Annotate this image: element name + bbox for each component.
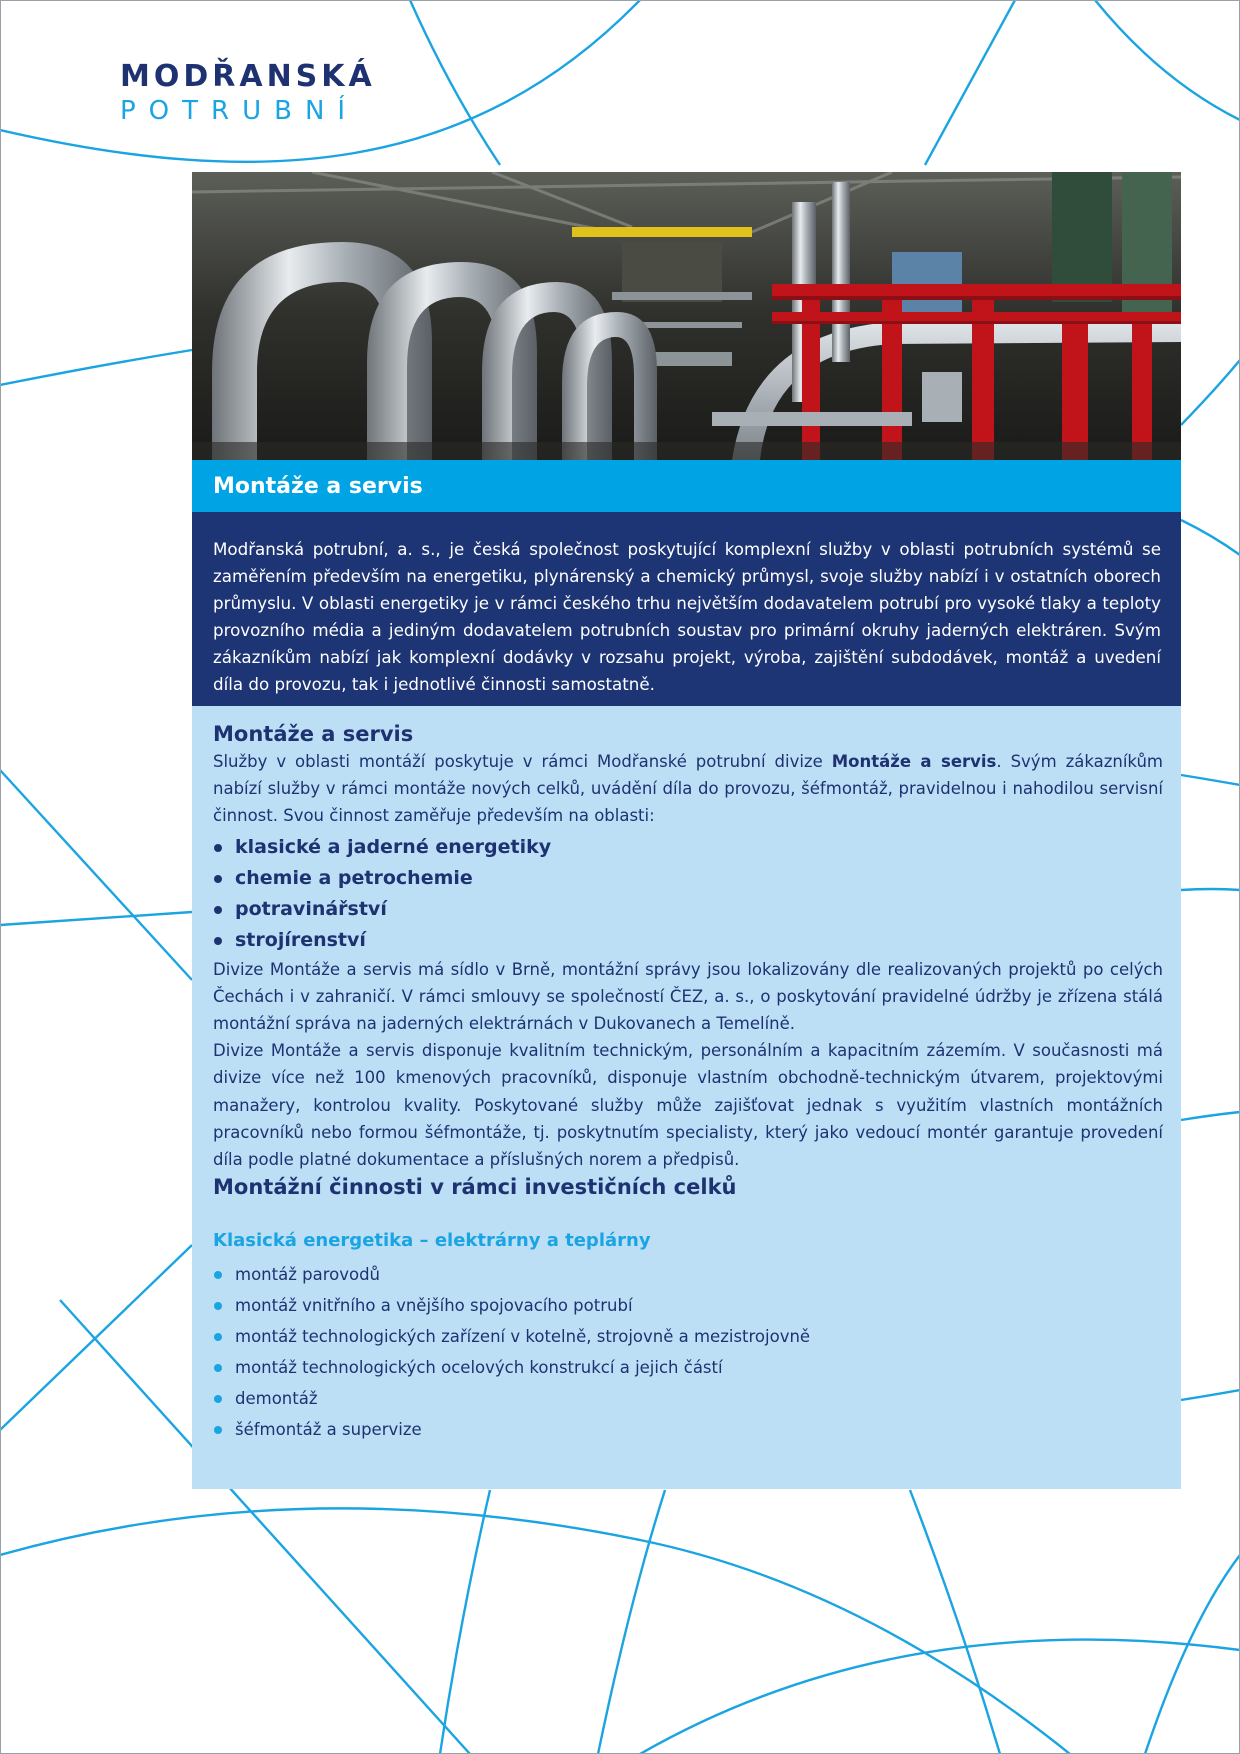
list-item-label: šéfmontáž a supervize	[235, 1420, 422, 1440]
industrial-piping-photo	[192, 172, 1181, 460]
services-paragraph-1	[213, 748, 1163, 830]
classic-energy-subheading: Klasická energetika – elektrárny a teplárny	[213, 1230, 651, 1252]
bullet-icon	[214, 1364, 222, 1372]
investment-activities-heading: Montážní činnosti v rámci investičních celků	[213, 1175, 737, 1200]
list-item-label: potravinářství	[235, 897, 387, 920]
list-item-label: montáž technologických ocelových konstrukcí a jejich částí	[235, 1358, 723, 1378]
list-item-label: strojírenství	[235, 928, 366, 951]
list-item	[213, 1259, 1163, 1290]
logo-wordmark-top: MODŘANSKÁ	[120, 59, 376, 94]
list-item	[213, 925, 1163, 956]
bullet-icon	[214, 1271, 222, 1279]
bullet-icon	[214, 875, 222, 883]
bullet-icon	[214, 1333, 222, 1341]
list-item	[213, 1321, 1163, 1352]
para1-text-before: Služby v oblasti montáží poskytuje v rámci Modřanské potrubní divize	[213, 752, 832, 771]
intro-box	[192, 512, 1181, 706]
services-heading: Montáže a servis	[213, 722, 414, 746]
services-paragraph-2: Divize Montáže a servis má sídlo v Brně, montážní správy jsou lokalizovány dle realizovaných projektů po celých Čechách i v zahraničí. V rámci smlouvy se společností ČEZ, a. s., o poskytování pravidelné údržby je zřízena stálá montážní správa na jaderných elektrárnách v Dukovanech a Temelíně.	[213, 959, 1163, 1034]
bullet-icon	[214, 937, 222, 945]
list-item	[213, 1352, 1163, 1383]
section-title-bar	[192, 460, 1181, 512]
content-panel	[192, 172, 1181, 1489]
list-item	[213, 894, 1163, 925]
list-item	[213, 832, 1163, 863]
division-name: Montáže a servis	[831, 752, 997, 771]
services-box	[192, 706, 1181, 1489]
list-item-label: chemie a petrochemie	[235, 866, 473, 889]
list-item-label: klasické a jaderné energetiky	[235, 835, 552, 858]
services-paragraph-3: Divize Montáže a servis disponuje kvalitním technickým, personálním a kapacitním zázemím. V současnosti má divize více než 100 kmenových pracovníků, disponuje vlastním obchodně-technickým útvarem, projektovými manažery, kontrolou kvality. Poskytované služby může zajišťovat jednak s využitím vlastních montážních pracovníků nebo formou šéfmontáže, tj. poskytnutím specialisty, který jako vedoucí montér garantuje provedení díla podle platné dokumentace a příslušných norem a předpisů.	[213, 1041, 1163, 1170]
bullet-icon	[214, 906, 222, 914]
bullet-icon	[214, 1426, 222, 1434]
list-item-label: montáž parovodů	[235, 1265, 381, 1285]
list-item	[213, 1383, 1163, 1414]
activities-list	[213, 1259, 1163, 1445]
list-item	[213, 1290, 1163, 1321]
list-item	[213, 1414, 1163, 1445]
focus-areas-list	[213, 832, 1163, 956]
bullet-icon	[214, 844, 222, 852]
list-item-label: demontáž	[235, 1389, 318, 1409]
section-title: Montáže a servis	[213, 473, 423, 499]
bullet-icon	[214, 1395, 222, 1403]
company-logo	[120, 60, 376, 126]
logo-wordmark-bottom: POTRUBNÍ	[120, 96, 359, 126]
intro-paragraph: Modřanská potrubní, a. s., je česká společnost poskytující komplexní služby v oblasti potrubních systémů se zaměřením především na energetiku, plynárenský a chemický průmysl, svoje služby nabízí i v ostatních oborech průmyslu. V oblasti energetiky je v rámci českého trhu největším dodavatelem potrubí pro vysoké tlaky a teploty provozního média a jediným dodavatelem potrubních soustav pro primární okruhy jaderných elektráren. Svým zákazníkům nabízí jak komplexní dodávky v rozsahu projekt, výroba, zajištění subdodávek, montáž a uvedení díla do provozu, tak i jednotlivé činnosti samostatně.	[213, 539, 1161, 694]
list-item-label: montáž vnitřního a vnějšího spojovacího potrubí	[235, 1296, 633, 1316]
para1-text-after: . Svým zákazníkům nabízí služby v rámci montáže nových celků, uvádění díla do provozu, šéfmontáž, pravidelnou i nahodilou servisní činnost. Svou činnost zaměřuje především na oblasti:	[213, 752, 1164, 826]
list-item	[213, 863, 1163, 894]
bullet-icon	[214, 1302, 222, 1310]
list-item-label: montáž technologických zařízení v kotelně, strojovně a mezistrojovně	[235, 1327, 811, 1347]
